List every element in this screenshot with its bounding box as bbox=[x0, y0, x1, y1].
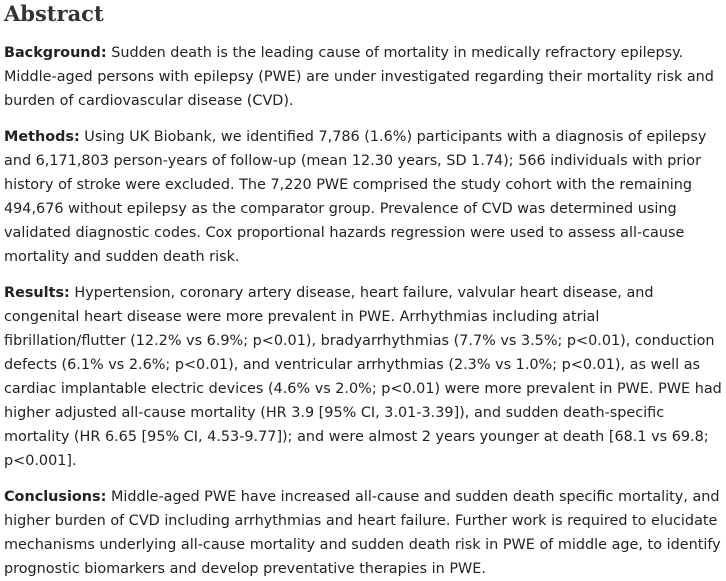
results-section bbox=[4, 281, 722, 473]
background-label: Background: bbox=[4, 45, 107, 61]
methods-text: Using UK Biobank, we identified 7,786 (1.6%) participants with a diagnosis of epilepsy and 6,171,803 person-years of follow-up (mean 12.30 years, SD 1.74); 566 individuals with prior history of stroke were excluded. The 7,220 PWE comprised the study cohort with the remaining 494,676 without epilepsy as the comparator group. Prevalence of CVD was determined using validated diagnostic codes. Cox proportional hazards regression were used to assess all-cause mortality and sudden death risk. bbox=[4, 129, 707, 265]
background-text: Sudden death is the leading cause of mortality in medically refractory epilepsy. Middle-aged persons with epilepsy (PWE) are under investigated regarding their mortality risk and burden of cardiovascular disease (CVD). bbox=[4, 45, 714, 109]
methods-section bbox=[4, 125, 722, 269]
results-text: Hypertension, coronary artery disease, heart failure, valvular heart disease, and congenital heart disease were more prevalent in PWE. Arrhythmias including atrial fibrillation/flutter (12.2% vs 6.9%; p<0.01), bradyarrhythmias (7.7% vs 3.5%; p<0.01), conduction defects (6.1% vs 2.6%; p<0.01), and ventricular arrhythmias (2.3% vs 1.0%; p<0.01), as well as cardiac implantable electric devices (4.6% vs 2.0%; p<0.01) were more prevalent in PWE. PWE had higher adjusted all-cause mortality (HR 3.9 [95% CI, 3.01-3.39]), and sudden death-specific mortality (HR 6.65 [95% CI, 4.53-9.77]); and were almost 2 years younger at death [68.1 vs 69.8; p<0.001]. bbox=[4, 285, 722, 469]
conclusions-text: Middle-aged PWE have increased all-cause and sudden death specific mortality, and higher burden of CVD including arrhythmias and heart failure. Further work is required to elucidate mechanisms underlying all-cause mortality and sudden death risk in PWE of middle age, to identify prognostic biomarkers and develop preventative therapies in PWE. bbox=[4, 489, 721, 577]
results-label: Results: bbox=[4, 285, 70, 301]
conclusions-label: Conclusions: bbox=[4, 489, 107, 505]
methods-label: Methods: bbox=[4, 129, 80, 145]
background-section bbox=[4, 41, 722, 113]
conclusions-section bbox=[4, 485, 722, 581]
abstract-heading: Abstract bbox=[4, 1, 104, 26]
